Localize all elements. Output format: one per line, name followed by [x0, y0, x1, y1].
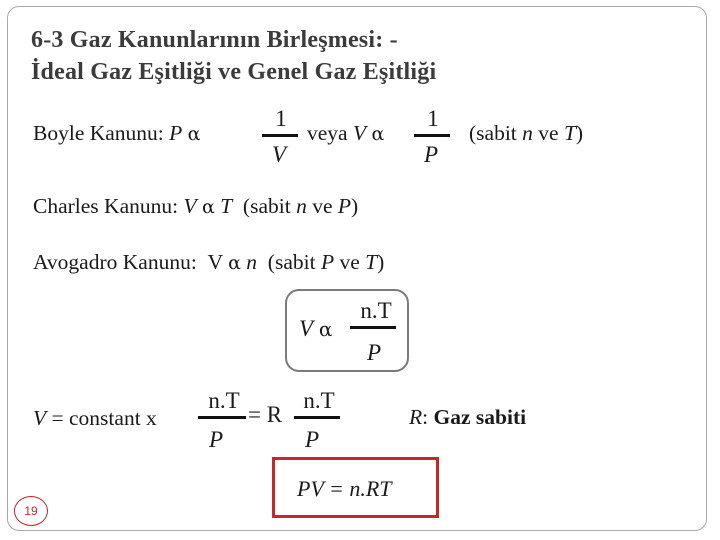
- proportional-symbol: α: [201, 196, 215, 218]
- avogadro-cond-p: P: [320, 250, 335, 274]
- proportional-symbol: α: [371, 123, 385, 145]
- boyle-cond-ve: ve: [538, 121, 559, 145]
- avogadro-cond-open: (sabit: [267, 250, 316, 274]
- boyle-frac2-denominator: P: [423, 142, 439, 167]
- gas-constant-symbol: R: [409, 405, 423, 429]
- avogadro-cond-close: ): [377, 250, 385, 274]
- charles-cond-ve: ve: [312, 194, 333, 218]
- charles-law: [33, 193, 358, 220]
- combined-var-v: V: [299, 316, 314, 341]
- avogadro-var-n: n: [246, 250, 258, 274]
- avogadro-label: Avogadro Kanunu:: [33, 250, 197, 274]
- avogadro-cond-t: T: [365, 250, 378, 274]
- boyle-frac2-bar: [414, 134, 450, 137]
- boyle-frac1-denominator: V: [271, 142, 287, 167]
- page-number: 19: [24, 504, 38, 518]
- page-number-badge: [14, 496, 48, 526]
- combined-lhs: [299, 316, 332, 342]
- constant-eq-frac1-bar: [198, 416, 246, 419]
- avogadro-law: [33, 249, 384, 276]
- charles-cond-open: (sabit: [242, 194, 291, 218]
- boyle-frac1-bar: [262, 134, 298, 137]
- charles-label: Charles Kanunu:: [33, 194, 179, 218]
- constant-eq-lhs: [33, 405, 157, 431]
- combined-frac-bar: [350, 326, 396, 329]
- boyle-cond-n: n: [522, 121, 533, 145]
- avogadro-cond-ve: ve: [339, 250, 360, 274]
- boyle-condition: [469, 120, 583, 146]
- constant-eq-frac2-denominator: P: [304, 427, 320, 452]
- boyle-var-v: V: [352, 121, 367, 145]
- boyle-cond-t: T: [563, 121, 576, 145]
- boyle-label: Boyle Kanunu:: [33, 121, 164, 145]
- constant-eq-frac2-numerator: n.T: [303, 388, 335, 413]
- ideal-gas-law: PV = n.RT: [297, 476, 392, 501]
- avogadro-var-v: V: [207, 250, 223, 274]
- combined-denominator: P: [366, 340, 382, 365]
- constant-eq-frac1-denominator: P: [208, 427, 224, 452]
- constant-eq-frac1-numerator: n.T: [208, 388, 240, 413]
- boyle-or-text: veya: [307, 121, 348, 145]
- proportional-symbol: α: [228, 252, 241, 274]
- constant-eq-v: V: [33, 406, 47, 430]
- constant-eq-frac2-bar: [294, 416, 340, 419]
- slide-title: [31, 24, 436, 88]
- boyle-var-p: P: [169, 121, 183, 145]
- constant-eq-equals-r: = R: [248, 402, 283, 427]
- constant-eq-r: [248, 402, 282, 428]
- boyle-law: [33, 120, 201, 147]
- gas-constant-note: R: Gaz sabiti: [409, 405, 527, 429]
- title-line-1: 6-3 Gaz Kanunlarının Birleşmesi: -: [31, 27, 398, 53]
- gas-constant-label: Gaz sabiti: [433, 405, 527, 429]
- charles-cond-p: P: [337, 194, 352, 218]
- proportional-symbol: α: [187, 123, 201, 145]
- constant-eq-text: = constant x: [51, 406, 157, 430]
- charles-var-t: T: [220, 194, 233, 218]
- proportional-symbol: α: [318, 317, 333, 341]
- boyle-frac1-numerator: 1: [275, 106, 287, 131]
- charles-cond-close: ): [351, 194, 359, 218]
- charles-var-v: V: [183, 194, 197, 218]
- boyle-alt-form: [307, 120, 384, 147]
- combined-numerator: n.T: [360, 298, 392, 323]
- boyle-frac2-numerator: 1: [427, 106, 439, 131]
- charles-cond-n: n: [296, 194, 307, 218]
- boyle-cond-close: ): [575, 121, 584, 145]
- title-line-2: İdeal Gaz Eşitliği ve Genel Gaz Eşitliği: [31, 59, 437, 85]
- boyle-cond-open: (sabit: [469, 121, 517, 145]
